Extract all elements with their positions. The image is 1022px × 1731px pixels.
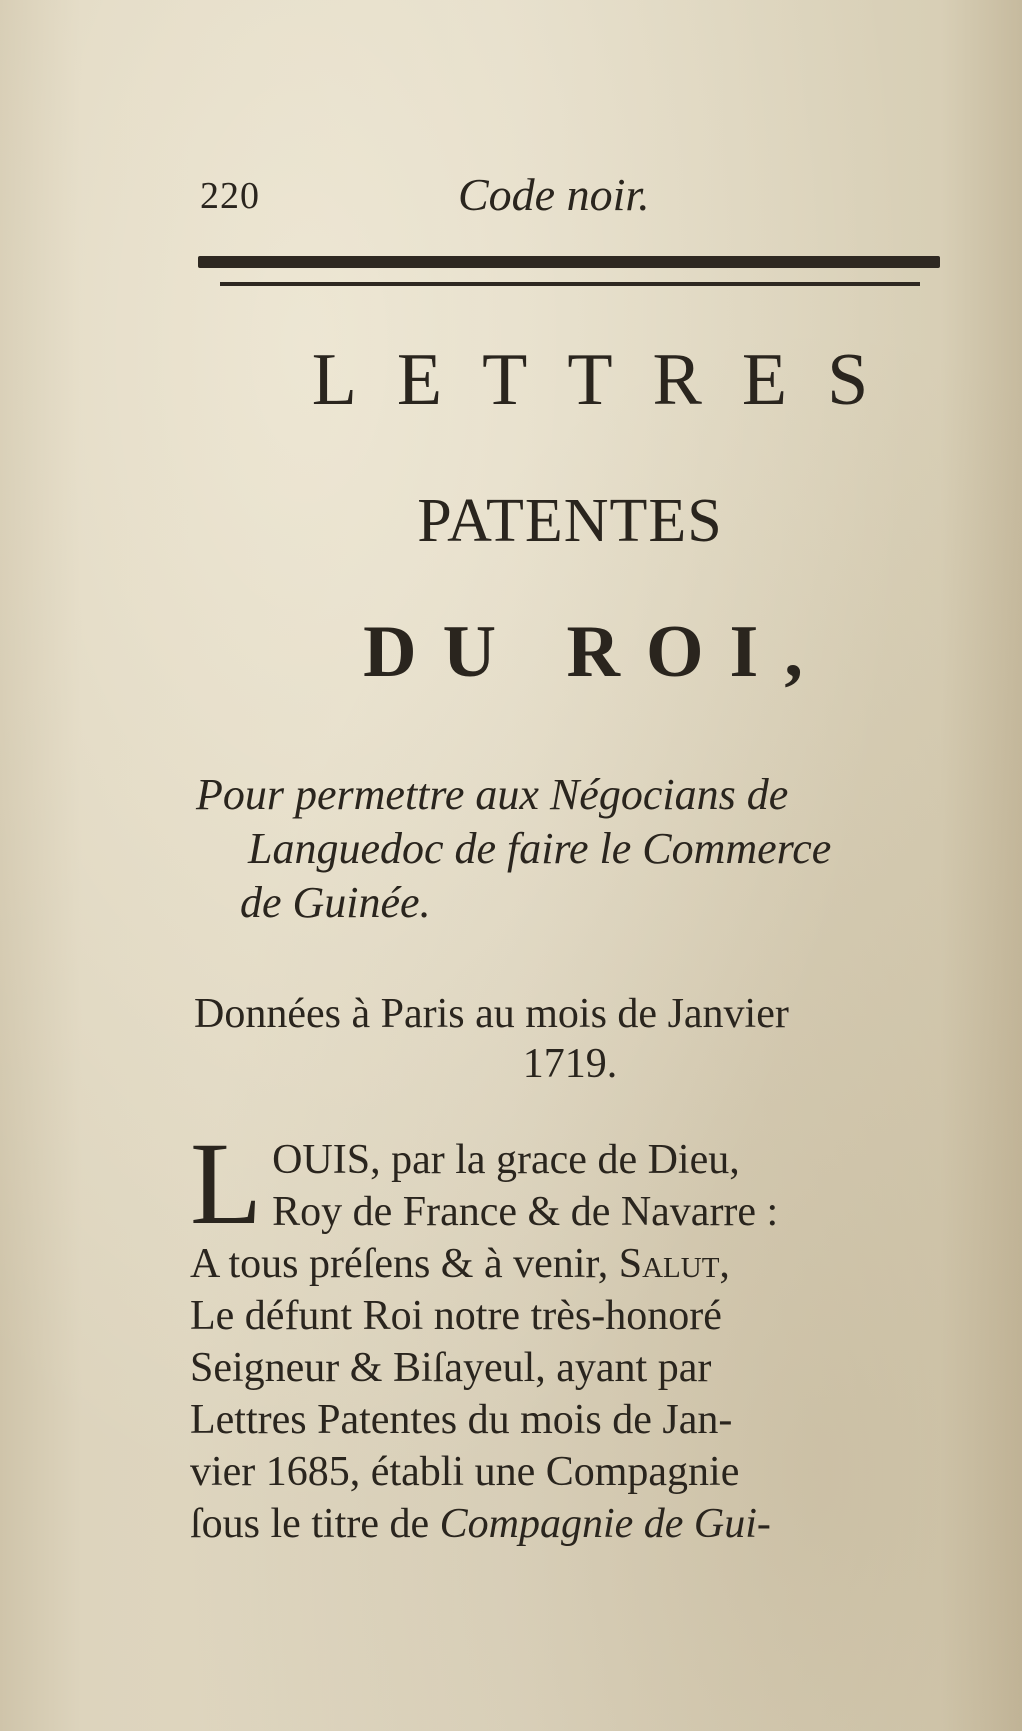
- header-rule-thin: [220, 282, 920, 286]
- body-line-5: Seigneur & Biſayeul, ayant par: [190, 1345, 712, 1391]
- date-year: 1719.: [522, 1041, 618, 1087]
- company-name-italic: Compagnie de Gui-: [439, 1501, 771, 1547]
- body-text: [190, 1118, 946, 1550]
- title-lettres: LETTRES: [311, 339, 909, 421]
- body-line-7: vier 1685, établi une Compagnie: [190, 1449, 740, 1495]
- subtitle-line-3: de Guinée.: [240, 878, 431, 927]
- body-line-1: OUIS, par la grace de Dieu,: [272, 1137, 740, 1183]
- page-header: [200, 168, 940, 228]
- body-line-4: Le défunt Roi notre très-honoré: [190, 1293, 722, 1339]
- body-line-8-text: ſous le titre de: [190, 1501, 440, 1547]
- decree-subtitle: [196, 768, 948, 930]
- body-line-3-text: A tous préſens & à venir,: [190, 1241, 619, 1287]
- body-line-3: [190, 1238, 946, 1290]
- title-du-roi: DU ROI,: [363, 611, 829, 693]
- body-line-8: [190, 1498, 946, 1550]
- page-number: 220: [200, 175, 260, 217]
- drop-cap: L: [190, 1118, 263, 1249]
- salut-word: Salut,: [618, 1241, 730, 1287]
- body-line-2: Roy de France & de Navarre :: [272, 1189, 779, 1235]
- body-line-6: Lettres Patentes du mois de Jan-: [190, 1397, 733, 1443]
- header-rule-thick: [198, 256, 940, 268]
- date-line: Données à Paris au mois de Janvier: [194, 991, 789, 1037]
- running-title: Code noir.: [458, 169, 650, 220]
- subtitle-line-2: Languedoc de faire le Commerce: [248, 824, 832, 873]
- subtitle-line-1: Pour permettre aux Négocians de: [196, 770, 789, 819]
- title-patentes: PATENTES: [417, 487, 723, 555]
